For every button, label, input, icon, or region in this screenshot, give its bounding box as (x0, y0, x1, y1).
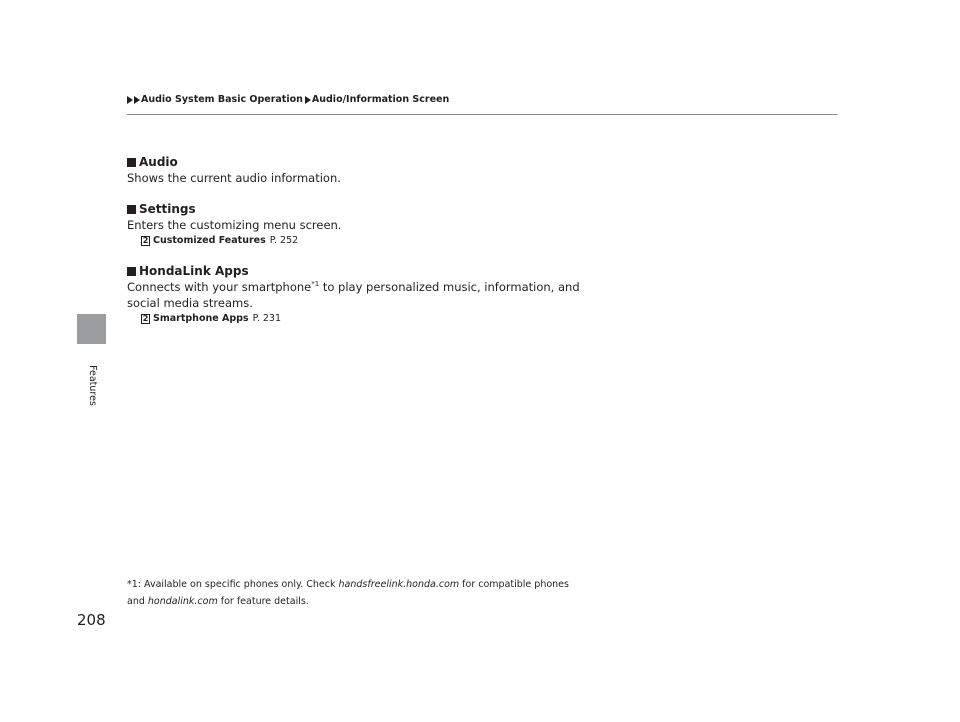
reference-title: Smartphone Apps (153, 313, 249, 324)
footnote (127, 576, 569, 610)
section-body: Shows the current audio information. (127, 171, 341, 185)
heading-text: Settings (139, 202, 196, 216)
section-tab (77, 314, 106, 344)
footnote-marker[interactable]: *1 (311, 280, 320, 289)
section-audio (127, 154, 341, 186)
section-heading (127, 154, 341, 170)
footnote-link-handsfreelink[interactable]: handsfreelink.honda.com (338, 579, 460, 590)
reference-arrow-icon: 2 (142, 314, 149, 323)
breadcrumb-item-audio-info-screen: Audio/Information Screen (311, 94, 450, 105)
section-heading (127, 263, 580, 279)
section-settings (127, 201, 341, 248)
reference-title: Customized Features (153, 235, 266, 246)
breadcrumb (127, 94, 449, 105)
bullet-square-icon (127, 205, 136, 214)
bullet-square-icon (127, 158, 136, 167)
breadcrumb-arrow-icon (305, 96, 311, 104)
cross-reference-link[interactable] (141, 234, 341, 248)
section-body-line2: social media streams. (127, 296, 253, 310)
section-body: Connects with your smartphone$^{*1}$ to play personalized music, information, and (127, 280, 580, 294)
header-divider (127, 114, 837, 115)
section-heading (127, 201, 341, 217)
cross-reference-link[interactable] (141, 312, 580, 326)
side-tab-text: Features (86, 364, 98, 406)
breadcrumb-item-audio-system[interactable]: Audio System Basic Operation (141, 94, 303, 105)
heading-text: HondaLink Apps (139, 264, 249, 278)
breadcrumb-arrow-icon (127, 96, 133, 104)
section-hondalink-apps (127, 263, 580, 326)
page-number: 208 (77, 611, 106, 629)
bullet-square-icon (127, 267, 136, 276)
footnote-link-hondalink[interactable]: hondalink.com (147, 596, 218, 607)
reference-arrow-icon: 2 (142, 236, 149, 245)
footnote-line1: *1: Available on specific phones only. Check handsfreelink.honda.com for compatible phones (127, 579, 569, 590)
breadcrumb-arrow-icon (134, 96, 140, 104)
reference-page: P. 231 (252, 313, 282, 324)
section-body: Enters the customizing menu screen. (127, 218, 342, 232)
heading-text: Audio (139, 155, 178, 169)
footnote-line2: and hondalink.com for feature details. (127, 596, 309, 607)
side-tab-label (82, 345, 102, 425)
reference-page: P. 252 (269, 235, 299, 246)
